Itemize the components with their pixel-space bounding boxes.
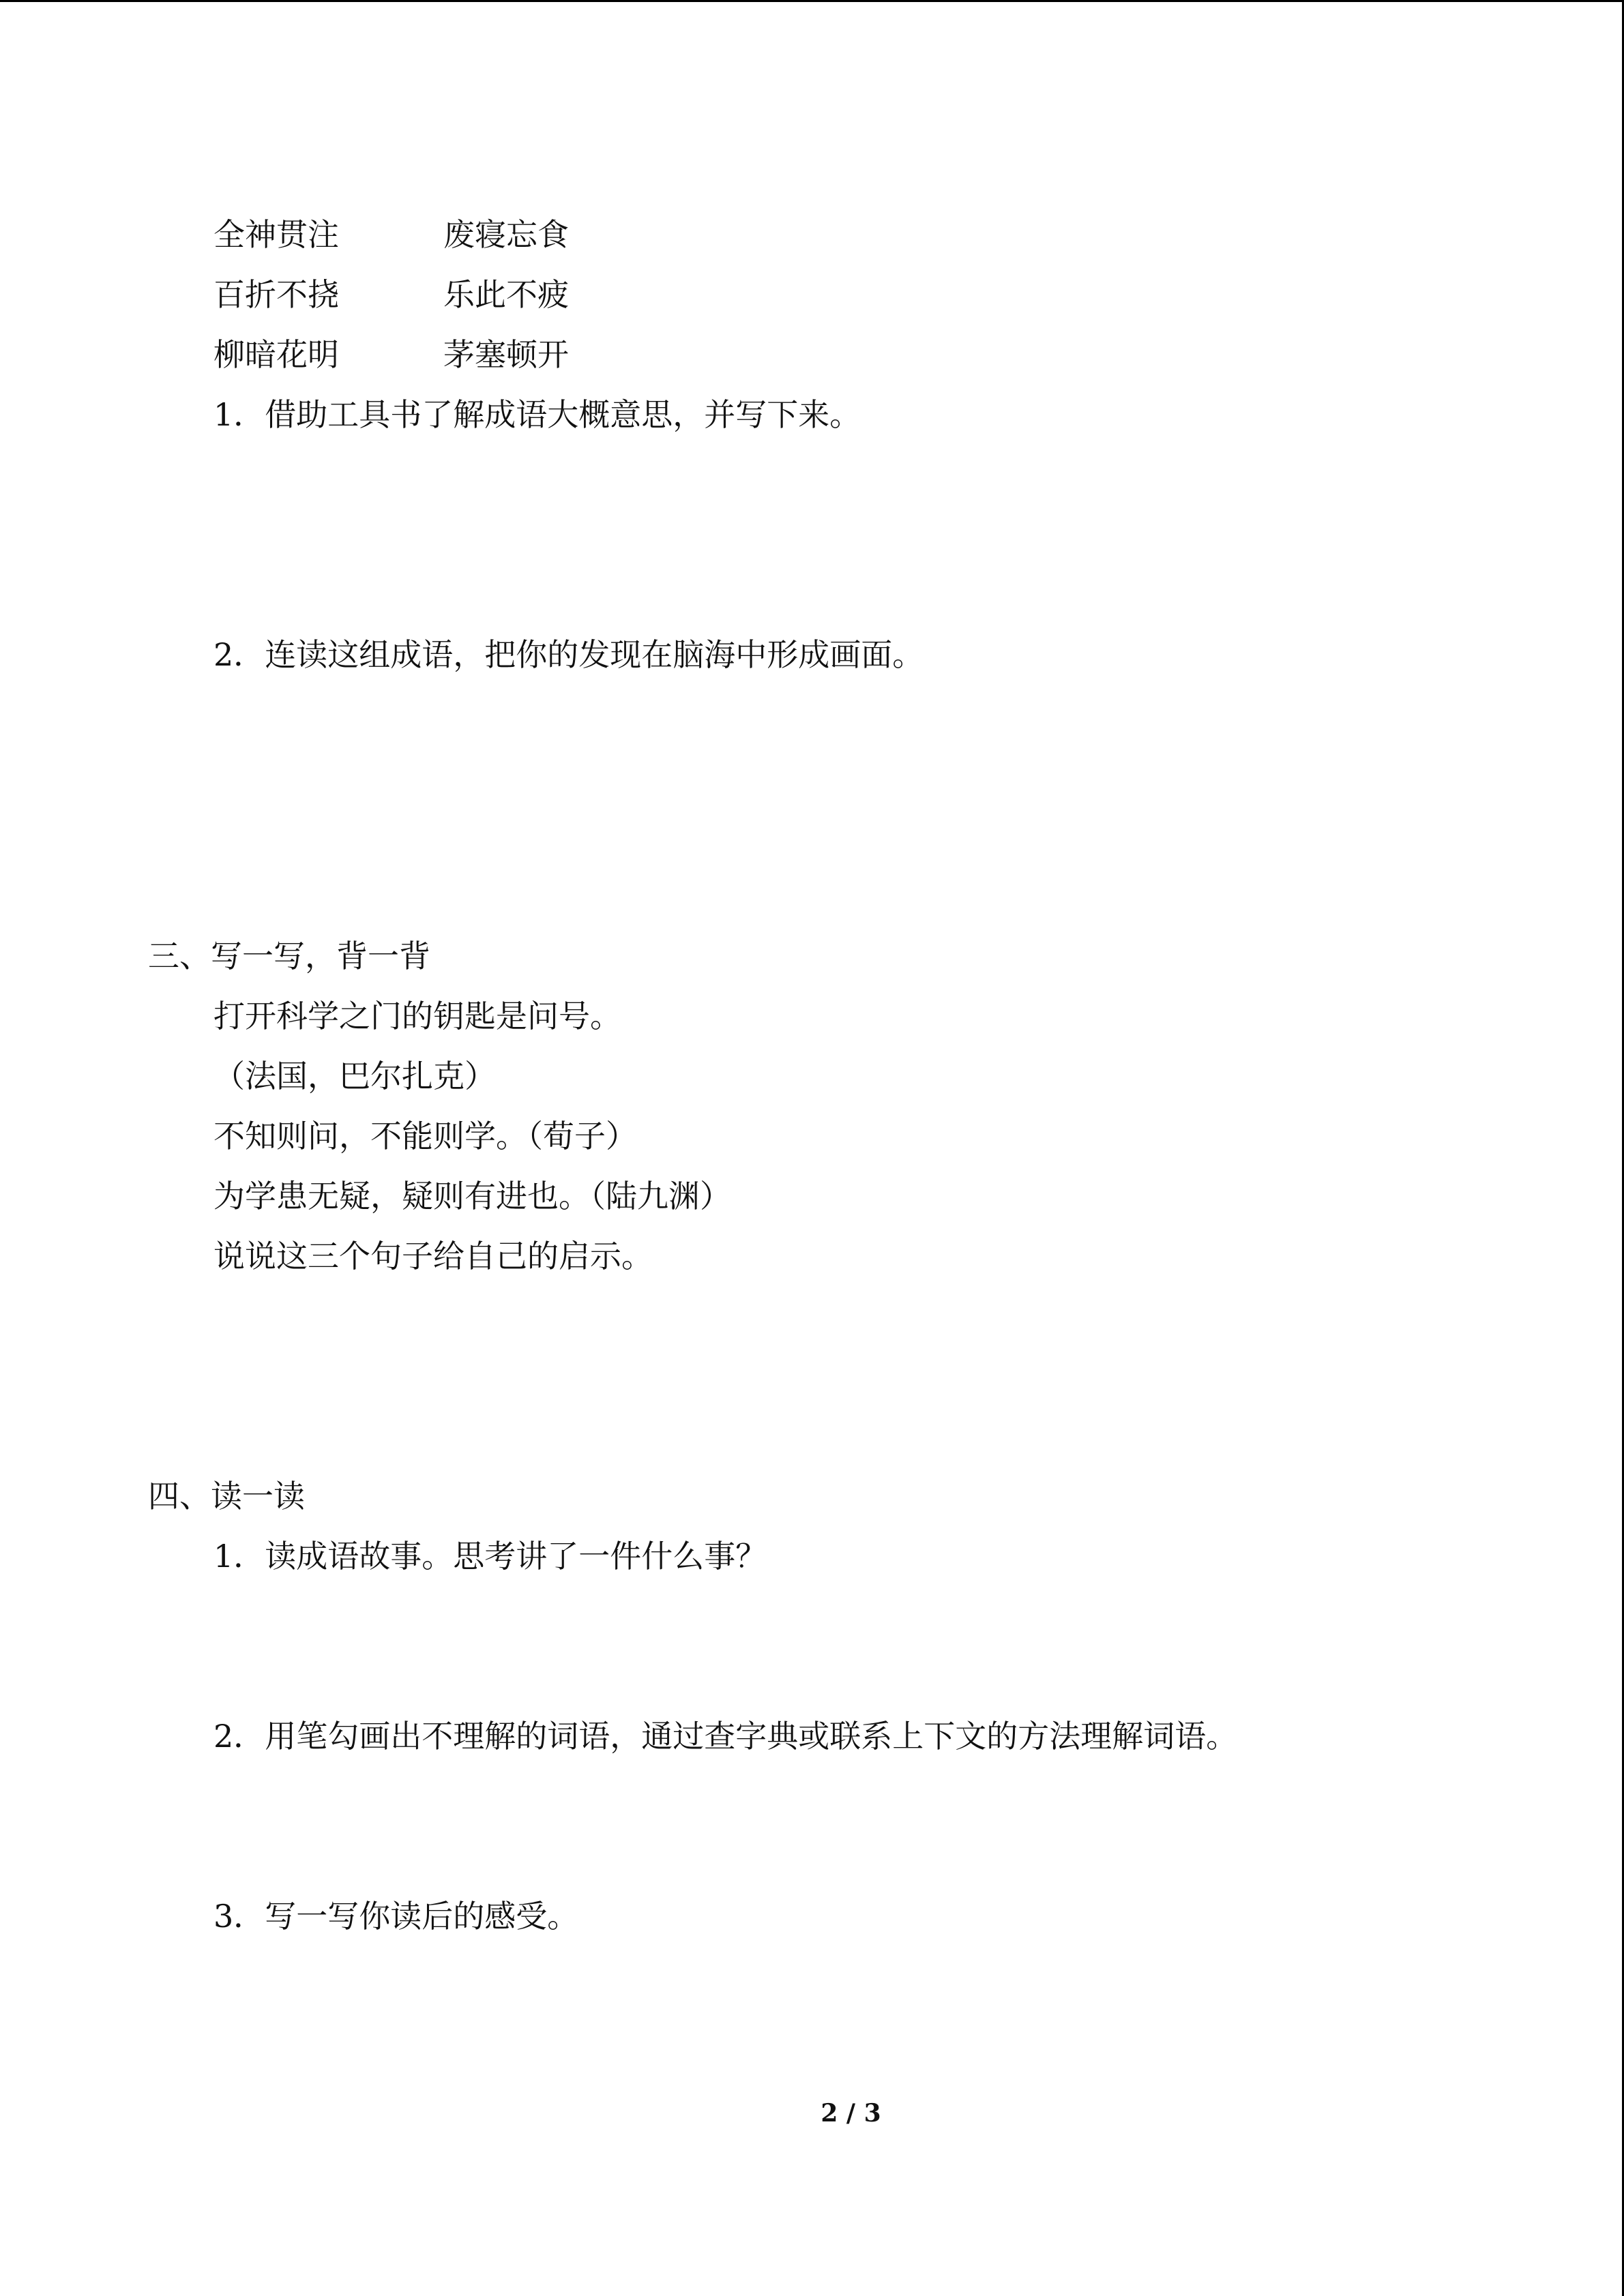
quote-line-3: 不知则问，不能则学。（荀子）	[213, 1118, 637, 1154]
idiom-1-1: 全神贯注	[213, 216, 339, 253]
idiom-2-2: 乐此不疲	[443, 276, 569, 313]
section-4-heading: 四、读一读	[148, 1478, 305, 1515]
quote-line-5: 说说这三个句子给自己的启示。	[213, 1238, 653, 1274]
page-border-top	[0, 0, 1624, 2]
idiom-3-1: 柳暗花明	[213, 336, 339, 373]
page-number: 2 / 3	[821, 2099, 881, 2128]
question-2-1: 1．借助工具书了解成语大概意思，并写下来。	[213, 396, 861, 433]
question-2-2: 2．连读这组成语，把你的发现在脑海中形成画面。	[213, 636, 924, 673]
idiom-2-1: 百折不挠	[213, 276, 339, 313]
question-4-2: 2．用笔勾画出不理解的词语，通过查字典或联系上下文的方法理解词语。	[213, 1718, 1238, 1755]
idiom-1-2: 废寝忘食	[443, 216, 569, 253]
idiom-3-2: 茅塞顿开	[443, 336, 569, 373]
question-4-3: 3．写一写你读后的感受。	[213, 1898, 579, 1935]
quote-line-4: 为学患无疑，疑则有进也。（陆九渊）	[213, 1178, 731, 1214]
question-4-1: 1．读成语故事。思考讲了一件什么事？	[213, 1538, 767, 1575]
section-3-heading: 三、写一写，背一背	[148, 938, 430, 974]
quote-line-2: （法国，巴尔扎克）	[213, 1058, 496, 1094]
quote-line-1: 打开科学之门的钥匙是问号。	[213, 998, 621, 1034]
